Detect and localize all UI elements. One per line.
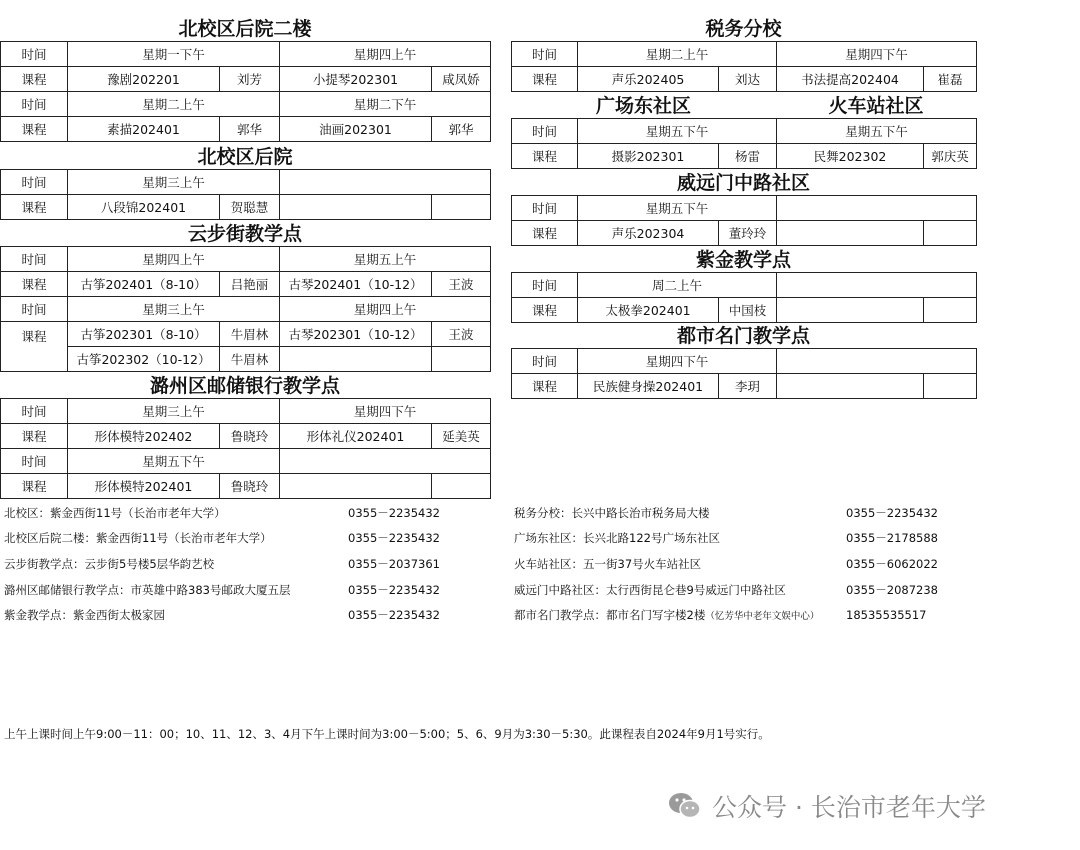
time-slot-cell xyxy=(777,273,977,298)
teacher-cell xyxy=(432,195,491,220)
row-label-cell: 课程 xyxy=(1,474,68,499)
teacher-cell: 郭华 xyxy=(432,117,491,142)
address-line xyxy=(514,557,944,571)
schedule-table-dushi-mingmen xyxy=(511,348,977,399)
table-row xyxy=(512,196,977,221)
teacher-cell: 王波 xyxy=(432,322,491,347)
section-title-luzhou-postal-bank: 潞州区邮储银行教学点 xyxy=(149,375,340,397)
row-label-cell: 时间 xyxy=(512,119,578,144)
address-line xyxy=(514,506,944,520)
teacher-cell: 郭庆英 xyxy=(924,144,977,169)
table-row xyxy=(512,221,977,246)
teacher-cell: 刘芳 xyxy=(220,67,280,92)
section-title-north-campus-backyard-2f: 北校区后院二楼 xyxy=(178,18,312,40)
teacher-cell: 刘达 xyxy=(719,67,777,92)
teacher-cell: 吕艳丽 xyxy=(220,272,280,297)
course-cell: 素描202401 xyxy=(68,117,220,142)
table-row xyxy=(512,374,977,399)
time-slot-cell: 周二上午 xyxy=(578,273,777,298)
time-slot-cell: 星期五上午 xyxy=(280,247,491,272)
address-text: 云步街教学点：云步街5号楼5层华韵艺校 xyxy=(4,557,215,571)
time-slot-cell: 星期二上午 xyxy=(578,42,777,67)
time-slot-cell: 星期五下午 xyxy=(68,449,280,474)
schedule-table-square-east-railway xyxy=(511,118,977,169)
teacher-cell xyxy=(924,374,977,399)
address-text: 广场东社区：长兴北路122号广场东社区 xyxy=(514,531,720,545)
table-row xyxy=(1,297,491,322)
address-line xyxy=(4,557,440,571)
course-cell: 声乐202304 xyxy=(578,221,719,246)
course-cell: 古筝202401（8-10） xyxy=(68,272,220,297)
table-row xyxy=(512,349,977,374)
course-cell: 八段锦202401 xyxy=(68,195,220,220)
course-cell: 形体礼仪202401 xyxy=(280,424,432,449)
course-cell: 小提琴202301 xyxy=(280,67,432,92)
row-label-cell: 时间 xyxy=(512,349,578,374)
course-cell: 民族健身操202401 xyxy=(578,374,719,399)
row-label-cell: 时间 xyxy=(1,297,68,322)
teacher-cell: 鲁晓玲 xyxy=(220,424,280,449)
course-cell xyxy=(777,374,924,399)
table-row xyxy=(1,449,491,474)
time-slot-cell: 星期四上午 xyxy=(280,42,491,67)
row-label-cell: 课程 xyxy=(1,67,68,92)
teacher-cell: 中国枝 xyxy=(719,298,777,323)
course-cell xyxy=(280,474,432,499)
time-slot-cell: 星期三上午 xyxy=(68,297,280,322)
watermark-text: 公众号 · 长治市老年大学 xyxy=(712,793,986,822)
section-title-square-east-community: 广场东社区 xyxy=(595,95,691,117)
address-phone: 0355－2087238 xyxy=(846,583,938,597)
teacher-cell: 贺聪慧 xyxy=(220,195,280,220)
teacher-cell: 郭华 xyxy=(220,117,280,142)
address-line xyxy=(514,608,944,624)
address-text: 潞州区邮储银行教学点：市英雄中路383号邮政大厦五层 xyxy=(4,583,291,597)
table-row xyxy=(1,322,491,347)
time-slot-cell xyxy=(280,170,491,195)
time-slot-cell: 星期二上午 xyxy=(68,92,280,117)
table-row xyxy=(1,474,491,499)
address-text: 紫金教学点：紫金西街太极家园 xyxy=(4,608,165,622)
time-slot-cell: 星期四下午 xyxy=(777,42,977,67)
wechat-icon xyxy=(668,791,702,821)
row-label-cell: 课程 xyxy=(1,117,68,142)
section-title-zijin: 紫金教学点 xyxy=(695,249,791,271)
course-cell xyxy=(280,195,432,220)
teacher-cell: 李玥 xyxy=(719,374,777,399)
schedule-table-weiyuanmen-community xyxy=(511,195,977,246)
table-row xyxy=(1,42,491,67)
teacher-cell xyxy=(924,298,977,323)
address-phone: 0355－2235432 xyxy=(348,608,440,622)
schedule-table-north-campus-backyard xyxy=(0,169,491,220)
course-cell: 古琴202301（10-12） xyxy=(280,322,432,347)
address-line xyxy=(514,583,944,597)
teacher-cell: 牛眉林 xyxy=(220,322,280,347)
section-title-dushi-mingmen: 都市名门教学点 xyxy=(676,325,810,347)
row-label-cell: 课程 xyxy=(512,298,578,323)
table-row xyxy=(1,92,491,117)
row-label-cell: 课程 xyxy=(512,67,578,92)
schedule-table-north-campus-backyard-2f xyxy=(0,41,491,142)
row-label-cell: 时间 xyxy=(512,273,578,298)
address-phone: 0355－2235432 xyxy=(846,506,938,520)
row-label-cell: 课程 xyxy=(512,374,578,399)
teacher-cell: 鲁晓玲 xyxy=(220,474,280,499)
course-cell: 古筝202302（10-12） xyxy=(68,347,220,372)
address-note: （忆芳华中老年文娱中心） xyxy=(705,611,820,622)
time-slot-cell: 星期四下午 xyxy=(280,399,491,424)
time-slot-cell: 星期五下午 xyxy=(578,119,777,144)
address-line xyxy=(4,583,440,597)
teacher-cell: 崔磊 xyxy=(924,67,977,92)
table-row xyxy=(512,67,977,92)
table-row xyxy=(1,195,491,220)
row-label-cell: 课程 xyxy=(1,195,68,220)
address-text: 北校区后院二楼：紫金西街11号（长治市老年大学） xyxy=(4,531,272,545)
teacher-cell: 王波 xyxy=(432,272,491,297)
address-phone: 0355－6062022 xyxy=(846,557,938,571)
address-phone: 0355－2235432 xyxy=(348,506,440,520)
teacher-cell: 延美英 xyxy=(432,424,491,449)
address-phone: 0355－2235432 xyxy=(348,531,440,545)
row-label-cell: 课程 xyxy=(1,322,68,372)
schedule-table-zijin xyxy=(511,272,977,323)
course-cell: 古琴202401（10-12） xyxy=(280,272,432,297)
teacher-cell xyxy=(924,221,977,246)
teacher-cell: 咸凤娇 xyxy=(432,67,491,92)
table-row xyxy=(1,272,491,297)
course-cell: 声乐202405 xyxy=(578,67,719,92)
schedule-table-tax-branch xyxy=(511,41,977,92)
row-label-cell: 课程 xyxy=(512,144,578,169)
time-slot-cell: 星期四上午 xyxy=(68,247,280,272)
address-text: 都市名门教学点：都市名门写字楼2楼 xyxy=(514,608,706,622)
section-title-north-campus-backyard: 北校区后院 xyxy=(197,146,293,168)
section-title-yunbu-street: 云步街教学点 xyxy=(187,223,302,245)
course-cell: 古筝202301（8-10） xyxy=(68,322,220,347)
teacher-cell xyxy=(432,474,491,499)
address-phone: 0355－2178588 xyxy=(846,531,938,545)
row-label-cell: 课程 xyxy=(1,424,68,449)
course-cell: 民舞202302 xyxy=(777,144,924,169)
table-row xyxy=(512,298,977,323)
table-row xyxy=(1,347,491,372)
course-cell: 豫剧202201 xyxy=(68,67,220,92)
time-slot-cell: 星期四上午 xyxy=(280,297,491,322)
teacher-cell xyxy=(432,347,491,372)
course-cell: 摄影202301 xyxy=(578,144,719,169)
table-row xyxy=(1,247,491,272)
table-row xyxy=(512,119,977,144)
row-label-cell: 时间 xyxy=(1,42,68,67)
row-label-cell: 时间 xyxy=(1,247,68,272)
table-row xyxy=(512,42,977,67)
course-cell: 形体模特202401 xyxy=(68,474,220,499)
table-row xyxy=(512,273,977,298)
address-phone: 18535535517 xyxy=(846,608,927,622)
address-phone: 0355－2235432 xyxy=(348,583,440,597)
table-row xyxy=(1,117,491,142)
address-text: 威远门中路社区：太行西街昆仑巷9号威远门中路社区 xyxy=(514,583,786,597)
course-cell: 油画202301 xyxy=(280,117,432,142)
course-cell: 形体模特202402 xyxy=(68,424,220,449)
time-slot-cell: 星期五下午 xyxy=(578,196,777,221)
table-row xyxy=(512,144,977,169)
row-label-cell: 时间 xyxy=(512,42,578,67)
address-line xyxy=(4,531,440,545)
time-slot-cell: 星期一下午 xyxy=(68,42,280,67)
table-row xyxy=(1,399,491,424)
course-cell xyxy=(777,221,924,246)
course-cell: 书法提高202404 xyxy=(777,67,924,92)
time-slot-cell: 星期二下午 xyxy=(280,92,491,117)
row-label-cell: 时间 xyxy=(1,399,68,424)
row-label-cell: 课程 xyxy=(1,272,68,297)
teacher-cell: 牛眉林 xyxy=(220,347,280,372)
table-row xyxy=(1,67,491,92)
table-row xyxy=(1,424,491,449)
time-slot-cell xyxy=(777,196,977,221)
address-line xyxy=(514,531,944,545)
address-line xyxy=(4,608,440,622)
time-slot-cell: 星期三上午 xyxy=(68,399,280,424)
schedule-table-yunbu-street xyxy=(0,246,491,372)
course-cell xyxy=(777,298,924,323)
watermark xyxy=(668,786,1048,826)
section-title-railway-station-community: 火车站社区 xyxy=(828,95,924,117)
row-label-cell: 时间 xyxy=(512,196,578,221)
address-text: 火车站社区：五一街37号火车站社区 xyxy=(514,557,702,571)
row-label-cell: 时间 xyxy=(1,449,68,474)
class-time-notice: 上午上课时间上午9:00－11：00；10、11、12、3、4月下午上课时间为3:00－5:00；5、6、9月为3:30－5:30。此课程表自2024年9月1号实行。 xyxy=(4,727,770,741)
time-slot-cell xyxy=(280,449,491,474)
section-title-tax-branch: 税务分校 xyxy=(705,18,782,40)
course-cell: 太极拳202401 xyxy=(578,298,719,323)
time-slot-cell xyxy=(777,349,977,374)
row-label-cell: 时间 xyxy=(1,92,68,117)
row-label-cell: 时间 xyxy=(1,170,68,195)
table-row xyxy=(1,170,491,195)
teacher-cell: 董玲玲 xyxy=(719,221,777,246)
time-slot-cell: 星期三上午 xyxy=(68,170,280,195)
course-cell xyxy=(280,347,432,372)
time-slot-cell: 星期四下午 xyxy=(578,349,777,374)
address-phone: 0355－2037361 xyxy=(348,557,440,571)
teacher-cell: 杨雷 xyxy=(719,144,777,169)
time-slot-cell: 星期五下午 xyxy=(777,119,977,144)
address-line xyxy=(4,506,440,520)
section-title-weiyuanmen-community: 威远门中路社区 xyxy=(676,172,810,194)
row-label-cell: 课程 xyxy=(512,221,578,246)
schedule-table-luzhou-postal-bank xyxy=(0,398,491,499)
address-text: 北校区：紫金西街11号（长治市老年大学） xyxy=(4,506,226,520)
address-text: 税务分校：长兴中路长治市税务局大楼 xyxy=(514,506,710,520)
